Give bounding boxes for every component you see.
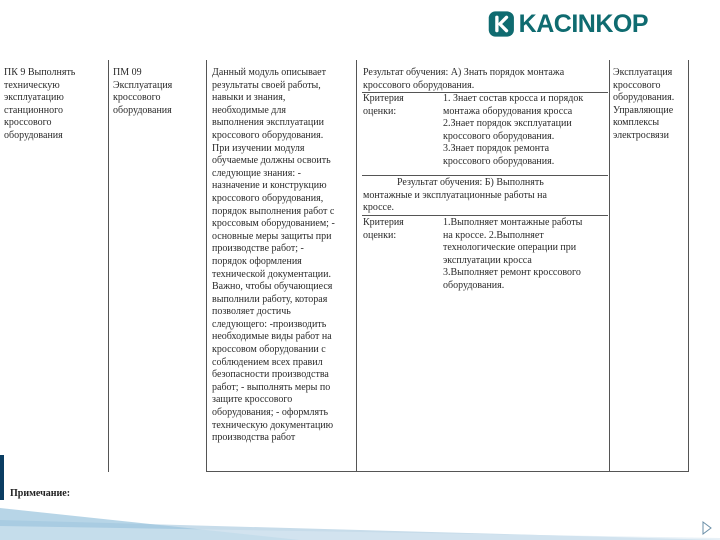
table-divider (609, 60, 610, 472)
logo-text: KACINKOP (518, 9, 648, 38)
row-divider (362, 175, 608, 176)
next-slide-icon[interactable] (702, 521, 712, 535)
note-label: Примечание: (10, 488, 71, 499)
footer-decoration (0, 496, 720, 540)
competency-cell: ПК 9 Выполнять техническую эксплуатацию станционного кроссового оборудования (4, 67, 76, 141)
module-description: Данный модуль описывает результаты своей работы, навыки и знания, необходимые для выполнения эксплуатации кроссового оборудования. При изучении модуля обучаемые должны освоить следующие знания: - назначение и конструкцию кроссового оборудования, порядок выполнения работ с кроссовым оборудованием; - основные меры защиты при производстве работ; - порядок оформления технической документации. Важно, чтобы обучающиеся выполнили работу, которая позволяет достичь следующего: -производить необходимые виды работ на кроссовом оборудовании с соблюдением всех правил безопасности производства работ; - выполнять меры по защите кроссового оборудования; - оформлять техническую документацию производства работ (212, 67, 335, 444)
table-divider (688, 60, 689, 472)
table-divider (206, 60, 207, 472)
competency-table (0, 60, 690, 472)
learning-result-b: Результат обучения: Б) Выполнять монтажные и эксплуатационные работы на кроссе. (363, 177, 547, 214)
criteria-b-text: 1.Выполняет монтажные работы на кроссе. 2.Выполняет технологические операции при эксплуатации кросса 3.Выполняет ремонт кроссового оборудования. (443, 217, 583, 291)
module-cell: ПМ 09 Эксплуатация кроссового оборудования (113, 67, 173, 116)
criteria-b-label: Критерия оценки: (363, 217, 404, 241)
accent-bar (0, 455, 4, 500)
table-bottom-border (206, 471, 689, 472)
brand-logo (488, 4, 648, 44)
kasipkor-logo-icon (488, 6, 515, 42)
criteria-a-label: Критерия оценки: (363, 93, 404, 117)
related-discipline: Эксплуатация кроссового оборудования. Управляющие комплексы электросвязи (613, 67, 675, 141)
row-divider (362, 215, 608, 216)
table-divider (356, 60, 357, 472)
criteria-a-text: 1. Знает состав кросса и порядок монтажа оборудования кросса 2.Знает порядок эксплуатации кроссового оборудования. 3.Знает порядок ремонта кроссового оборудования. (443, 93, 584, 167)
learning-result-a: Результат обучения: А) Знать порядок монтажа кроссового оборудования. (363, 67, 565, 91)
table-divider (108, 60, 109, 472)
